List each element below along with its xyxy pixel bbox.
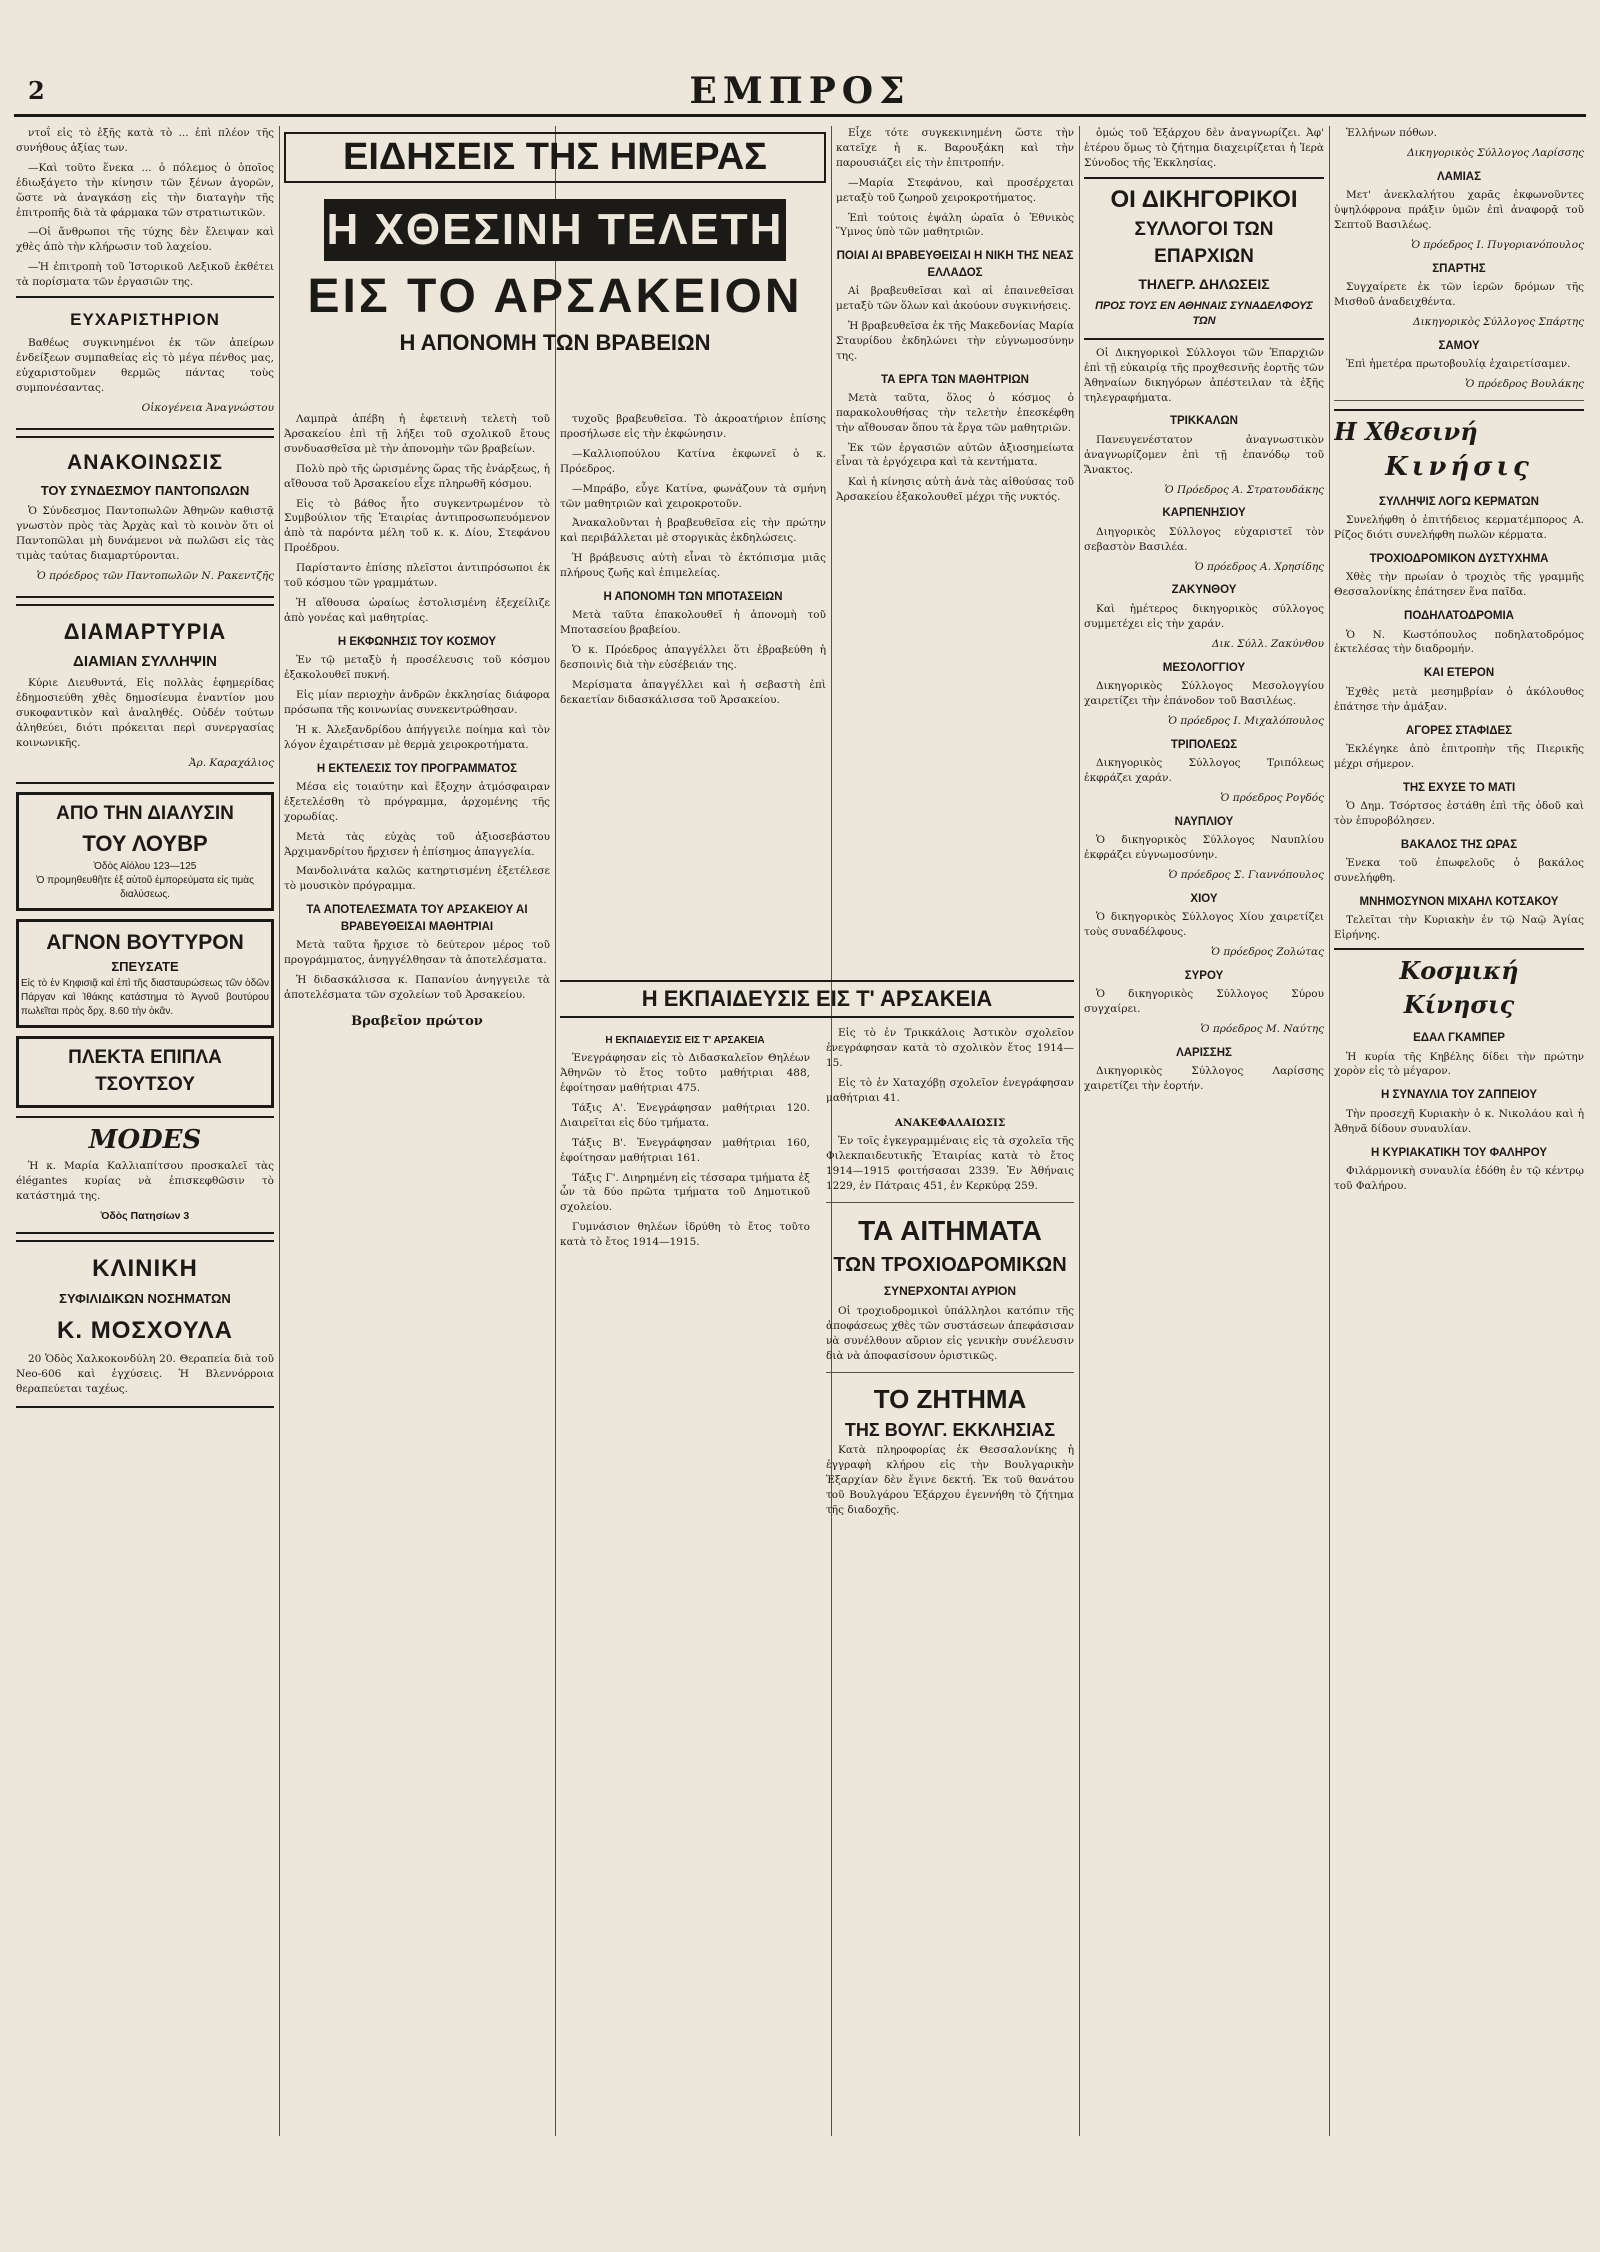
education-paragraph: Τάξις Γ'. Διηρημένη εἰς τέσσαρα τμήματα ἐξ ὧν τὰ δύο πρῶτα τμήματα τοῦ Δημοτικοῦ σχολείου. xyxy=(560,1171,810,1214)
news-item-head: ΒΑΚΑΛΟΣ ΤΗΣ ΩΡΑΣ xyxy=(1400,838,1518,851)
report-paragraph: Πολὺ πρὸ τῆς ὡρισμένης ὥρας τῆς ἐνάρξεως, ἡ αἴθουσα τοῦ Ἀρσακείου εἶχε πληρωθῆ κόσμου. xyxy=(284,462,550,490)
subheading: Η ΑΠΟΝΟΜΗ ΤΩΝ ΜΠΟΤΑΣΕΙΩΝ xyxy=(603,591,783,604)
page-number: 2 xyxy=(28,76,45,105)
news-items xyxy=(1334,494,1584,943)
education-paragraph: Εἰς τὸ ἐν Τρικκάλοις Ἀστικὸν σχολεῖον ἐνεγράφησαν κατὰ τὸ σχολικὸν ἔτος 1914—15. xyxy=(826,1027,1074,1069)
lawyers-header xyxy=(1084,177,1324,340)
news-item-text: Τελεῖται τὴν Κυριακὴν ἐν τῷ Ναῷ Ἁγίας Εἰρήνης. xyxy=(1334,914,1584,942)
modes-text: Ἡ κ. Μαρία Καλλιαπίτσου προσκαλεῖ τὰς élégantes κυρίας νὰ ἐπισκεφθῶσιν τὸ κατάστημά της. xyxy=(16,1159,274,1202)
thanks-signature: Οἰκογένεια Ἀναγνώστου xyxy=(141,401,274,414)
subheading: Η ΕΚΠΑΙΔΕΥΣΙΣ ΕΙΣ Τ' ΑΡΣΑΚΕΙΑ xyxy=(605,1035,765,1046)
telegram-place: ΤΡΙΚΚΑΛΩΝ xyxy=(1169,415,1238,428)
education-paragraph: Τάξις Α'. Ἐνεγράφησαν μαθήτριαι 120. Διαιρεῖται εἰς δύο τμήματα. xyxy=(560,1101,810,1129)
education-paragraph: Ἐν τοῖς ἐγκεγραμμέναις εἰς τὰ σχολεῖα τῆς Φιλεκπαιδευτικῆς Ἑταιρίας κατὰ τὸ ἔτος 1914—1915 φοιτήσασαι 2339. Ἐν Ἀθήναις 1229, ἐν Πάτραις 451, ἐν Κερκύρᾳ 259. xyxy=(826,1135,1074,1193)
subheading: ΤΑ ΕΡΓΑ ΤΩΝ ΜΑΘΗΤΡΙΩΝ xyxy=(881,373,1029,386)
report-paragraph: —Καλλιοπούλου Κατίνα ἐκφωνεῖ ὁ κ. Πρόεδρος. xyxy=(560,447,826,475)
news-item-head: ΚΑΙ ΕΤΕΡΟΝ xyxy=(1423,667,1495,680)
telegram-signature: Δικ. Σύλλ. Ζακύνθου xyxy=(1211,637,1324,650)
news-item-text: Ἐκλέγηκε ἀπὸ ἐπιτροπὴν τῆς Πιερικῆς μέχρι σήμερον. xyxy=(1334,742,1584,770)
telegram-text: Ὁ δικηγορικὸς Σύλλογος Χίου χαιρετίζει τοὺς συναδέλφους. xyxy=(1084,910,1324,938)
report-paragraph: τυχοῦς βραβευθεῖσα. Τὸ ἀκροατήριον ἐπίσης προσήλωσε εἰς τὴν ἐκφώνησιν. xyxy=(560,413,826,440)
column-4 xyxy=(836,126,1074,972)
grocers-notice xyxy=(16,436,274,598)
protest-subtitle: ΔΙΑΜΙΑΝ ΣΥΛΛΗΨΙΝ xyxy=(73,652,217,670)
telegram-place: ΧΙΟΥ xyxy=(1190,892,1218,905)
report-paragraph: Ἐκ τῶν ἐργασιῶν αὐτῶν ἀξιοσημείωτα εἶναι τὰ ἐργόχειρα καὶ τὰ κεντήματα. xyxy=(836,441,1074,469)
report-paragraph: Ἑλλήνων πόθων. xyxy=(1346,127,1437,139)
report-paragraph: ὁμώς τοῦ Ἐξάρχου δὲν ἀναγνωρίζει. Ἀφ' ἑτέρου ὅμως τὸ ζήτημα διαχειρίζεται ἡ Ἱερὰ Σύνοδος τῆς Ἐκκλησίας. xyxy=(1084,127,1324,169)
intro-paragraph: —Ἡ ἐπιτροπὴ τοῦ Ἱστορικοῦ Λεξικοῦ ἐκθέτει τὰ πορίσματα τῶν ἐργασιῶν της. xyxy=(16,261,274,289)
telegram-text: Δικηγορικὸς Σύλλογος Τριπόλεως ἐκφράζει χαράν. xyxy=(1084,756,1324,784)
report-paragraph: Λαμπρὰ ἀπέβη ἡ ἐφετεινὴ τελετὴ τοῦ Ἀρσακείου ἐπὶ τῇ λήξει τοῦ σχολικοῦ ἔτους συνδυασθεῖσα μὲ τὴν ἀπονομὴν τῶν βραβείων. xyxy=(284,413,550,455)
thanks-notice xyxy=(16,296,274,430)
telegram-text: Πανευγενέστατον ἀναγνωστικὸν ἀναγνωρίζομεν ἐπὶ τῇ ἐπανόδῳ τοῦ Ἄνακτος. xyxy=(1084,433,1324,476)
louvre-text: Ὁ προμηθευθῆτε ἐξ αὐτοῦ ἐμπορεύματα εἰς τιμὰς διαλύσεως. xyxy=(36,874,254,901)
headline-1: Η ΧΘΕΣΙΝΗ ΤΕΛΕΤΗ xyxy=(324,199,786,261)
telegram-place: ΣΥΡΟΥ xyxy=(1184,969,1224,982)
social-title: Κοσμική xyxy=(1334,948,1584,988)
education-banner: Η ΕΚΠΑΙΔΕΥΣΙΣ ΕΙΣ Τ' ΑΡΣΑΚΕΙΑ xyxy=(560,980,1074,1018)
news-item-text: Ἐχθὲς μετὰ μεσημβρίαν ὁ ἀκόλουθος ἐπάτησε τὴν ἁμάξαν. xyxy=(1334,685,1584,713)
report-paragraph: Ὁ κ. Πρόεδρος ἀπαγγέλλει ὅτι ἐβραβεύθη ἡ δεσποινὶς διὰ τὴν εὐσέβειάν της. xyxy=(560,644,826,672)
bulgarian-subtitle: ΤΗΣ ΒΟΥΛΓ. ΕΚΚΛΗΣΙΑΣ xyxy=(844,1419,1056,1440)
report-paragraph: Εἰς μίαν περιοχὴν ἀνδρῶν ἐκκλησίας διάφορα πρόσωπα τῆς κοινωνίας συνεκεντρώθησαν. xyxy=(284,688,550,716)
telegram-signature: Ὁ πρόεδρος Α. Χρησίδης xyxy=(1194,560,1324,573)
news-item-head: ΣΥΛΛΗΨΙΣ ΛΟΓΩ ΚΕΡΜΑΤΩΝ xyxy=(1379,495,1539,508)
report-paragraph: Ἐπὶ τούτοις ἐψάλη ὡραῖα ὁ Ἐθνικὸς Ὕμνος ὑπὸ τῶν μαθητριῶν. xyxy=(836,211,1074,239)
telegram-place: ΤΡΙΠΟΛΕΩΣ xyxy=(1170,738,1238,751)
telegram-signature: Ὁ πρόεδρος Ζολώτας xyxy=(1210,945,1324,958)
education-left xyxy=(560,1026,810,1255)
telegram-text: Συγχαίρετε ἐκ τῶν ἱερῶν δρόμων τῆς Μισθοῦ ἀναδειχθέντα. xyxy=(1334,281,1584,308)
thanks-title: ΕΥΧΑΡΙΣΤΗΡΙΟΝ xyxy=(70,310,220,330)
social-items xyxy=(1334,1030,1584,1193)
lawyers-telegrams xyxy=(1084,413,1324,1093)
clinic-title: ΚΛΙΝΙΚΗ xyxy=(92,1254,198,1282)
column-1 xyxy=(16,126,274,2136)
subheading: Η ΕΚΤΕΛΕΣΙΣ ΤΟΥ ΠΡΟΓΡΑΜΜΑΤΟΣ xyxy=(316,762,518,775)
louvre-ad xyxy=(16,792,274,911)
news-item-head: ΠΟΔΗΛΑΤΟΔΡΟΜΙΑ xyxy=(1404,610,1514,623)
news-item-text: Ὁ Δημ. Τσόρτσος ἐστάθη ἐπὶ τῆς ὁδοῦ καὶ τὸν ἐπυροβόλησεν. xyxy=(1334,799,1584,827)
butter-title: ΑΓΝΟΝ ΒΟΥΤΥΡΟΝ xyxy=(46,931,244,955)
notice-subtitle: ΤΟΥ ΣΥΝΔΕΣΜΟΥ ΠΑΝΤΟΠΩΛΩΝ xyxy=(40,482,250,498)
column-rule xyxy=(555,126,556,2136)
subheading: ΤΑ ΑΠΟΤΕΛΕΣΜΑΤΑ ΤΟΥ ΑΡΣΑΚΕΙΟΥ ΑΙ ΒΡΑΒΕΥΘΕΙΣΑΙ ΜΑΘΗΤΡΙΑΙ xyxy=(306,904,528,933)
protest-letter xyxy=(16,604,274,785)
report-paragraph: Ἡ διδασκάλισσα κ. Παπανίου ἀνηγγειλε τὰ ἀποτελέσματα τῶν σχολείων τοῦ Ἀρσακείου. xyxy=(284,973,550,1001)
report-paragraph: Ἡ βράβευσις αὐτὴ εἶναι τὸ ἐκτόπισμα μιᾶς πλήρους ζωῆς καὶ ἐπιμελείας. xyxy=(560,552,826,580)
education-paragraph: Εἰς τὸ ἐν Χαταχόβῃ σχολεῖον ἐνεγράφησαν μαθήτριαι 41. xyxy=(826,1076,1074,1104)
education-right xyxy=(826,1026,1074,1523)
social-item-text: Φιλάρμονικὴ συναυλία ἐδόθη ἐν τῷ κέντρῳ τοῦ Φαλήρου. xyxy=(1334,1164,1584,1192)
subheading: ΠΟΙΑΙ ΑΙ ΒΡΑΒΕΥΘΕΙΣΑΙ Η ΝΙΚΗ ΤΗΣ ΝΕΑΣ ΕΛΛΑΔΟΣ xyxy=(836,250,1074,279)
report-paragraph: Μετὰ ταῦτα ἐπακολουθεῖ ἡ ἀπονομὴ τοῦ Μποτασείου βραβείου. xyxy=(560,609,826,637)
education-paragraph: Ἐνεγράφησαν εἰς τὸ Διδασκαλεῖον Θηλέων Ἀθηνῶν τὸ ἔτος τοῦτο μαθήτριαι 488, ἐφοίτησαν μαθήτριαι 475. xyxy=(560,1052,810,1094)
notice-text: Ὁ Σύνδεσμος Παντοπωλῶν Ἀθηνῶν καθιστᾷ γνωστὸν πρὸς τὰς Ἀρχὰς καὶ τὸ κοινὸν ὅτι οἱ Παντοπῶλαι μὴ δυνάμενοι νὰ πωλῶσι εἰς τὰς τιμὰς ταύτας διαμαρτύρονται. xyxy=(16,504,274,562)
telegram-signature: Ὁ πρόεδρος Σ. Γιαννόπουλος xyxy=(1168,868,1324,881)
column-rule xyxy=(1079,126,1080,2136)
tram-subtitle: ΤΩΝ ΤΡΟΧΙΟΔΡΟΜΙΚΩΝ xyxy=(833,1253,1067,1276)
tram-text: Οἱ τροχιοδρομικοὶ ὑπάλληλοι κατόπιν τῆς ἀποφάσεως χθὲς τῶν συστάσεων ἀπεφάσισαν νὰ συνέλθουν αὔριον εἰς γενικὴν συνέλευσιν διὰ νὰ ἀποφασίσουν ὁριστικῶς. xyxy=(826,1305,1074,1362)
news-item-head: ΑΓΟΡΕΣ ΣΤΑΦΙΔΕΣ xyxy=(1405,724,1513,737)
telegram-place: ΝΑΥΠΛΙΟΥ xyxy=(1174,815,1234,828)
news-item-head: ΤΡΟΧΙΟΔΡΟΜΙΚΟΝ ΔΥΣΤΥΧΗΜΑ xyxy=(1369,553,1549,566)
lawyers-title: ΟΙ ΔΙΚΗΓΟΡΙΚΟΙ xyxy=(1110,185,1298,213)
telegram-place: ΣΠΑΡΤΗΣ xyxy=(1432,262,1486,275)
report-paragraph: Παρίσταντο ἐπίσης πλεῖστοι ἀντιπρόσωποι ἐκ τοῦ κόσμου τῶν γραμμάτων. xyxy=(284,562,550,590)
thanks-text: Βαθέως συγκινημένοι ἐκ τῶν ἀπείρων ἐνδείξεων συμπαθείας εἰς τὸ μέγα πένθος μας, εὐχαριστοῦμεν θερμῶς πάντας τοὺς συμπονέσαντας. xyxy=(16,337,274,394)
news-item-text: Συνελήφθη ὁ ἐπιτήδειος κερματέμπορος Α. Ρίζος διότι συνελήφθη πωλῶν κέρματα. xyxy=(1334,514,1584,542)
news-item-head: ΤΗΣ ΕΧΥΣΕ ΤΟ ΜΑΤΙ xyxy=(1402,781,1516,794)
telegram-signature: Ὁ πρόεδρος Ι. Μιχαλόπουλος xyxy=(1167,714,1324,727)
report-paragraph: Μανδολινάτα καλῶς κατηρτισμένη ἐξετέλεσε τὸ μουσικὸν πρόγραμμα. xyxy=(284,865,550,893)
report-paragraph: —Μπράβο, εὖγε Κατίνα, φωνάζουν τὰ σμήνη τῶν μαθητριῶν καὶ χειροκροτοῦν. xyxy=(560,482,826,510)
subheading: Βραβεῖον πρώτον xyxy=(351,1013,483,1029)
report-paragraph: Αἱ βραβευθεῖσαι καὶ αἱ ἐπαινεθεῖσαι μεταξὺ τῶν ὅλων καὶ ἀκούουν συγκινήσεις. xyxy=(836,285,1074,312)
social-item-head: Η ΚΥΡΙΑΚΑΤΙΚΗ ΤΟΥ ΦΑΛΗΡΟΥ xyxy=(1370,1146,1547,1159)
report-paragraph: Ἀνακαλοῦνται ἡ βραβευθεῖσα εἰς τὴν πρώτην καὶ περιβάλλεται μὲ στοργικὰς ἐκδηλώσεις. xyxy=(560,517,826,545)
butter-ad xyxy=(16,919,274,1028)
protest-title: ΔΙΑΜΑΡΤΥΡΙΑ xyxy=(63,618,227,644)
protest-text: Κύριε Διευθυντά, Εἰς πολλὰς ἐφημερίδας ἐδημοσιεύθη χθὲς δημοσίευμα ἐναντίον μου συκοφαντικὸν καὶ ἀναληθές. Οὐδέν τούτων ἀληθεύει, διότι πρόκειται περὶ συνεργασίας κοινωνικῆς. xyxy=(16,677,274,749)
masthead xyxy=(14,70,1586,117)
telegram-signature: Ὁ πρόεδρος Βουλάκης xyxy=(1465,378,1584,391)
clinic-ad xyxy=(16,1240,274,1408)
education-section xyxy=(560,980,1074,2136)
telegram-signature: Ὁ πρόεδρος Μ. Ναύτης xyxy=(1200,1022,1324,1035)
report-paragraph: Ἡ βραβευθεῖσα ἐκ τῆς Μακεδονίας Μαρία Σταυρίδου ἐκδηλώνει τὴν εὐγνωμοσύνην της. xyxy=(836,319,1074,362)
news-item-head: ΜΝΗΜΟΣΥΝΟΝ ΜΙΧΑΗΛ ΚΟΤΣΑΚΟΥ xyxy=(1359,895,1559,908)
telegram-text: Μετ' ἀνεκλαλήτου χαρᾶς ἐκφωνοῦντες ὑψηλόφρονα πράξιν ὑμῶν ἐπὶ ἀναφορᾷ τοῦ Σεπτοῦ Βασιλέως. xyxy=(1334,189,1584,231)
lawyers-text: Οἱ Δικηγορικοὶ Σύλλογοι τῶν Ἐπαρχιῶν ἐπὶ τῇ εὐκαιρίᾳ τῆς προχθεσινῆς ἑορτῆς τῶν Ἀθηναίων δικηγόρων ἀπέστειλαν τὰ ἑξῆς τηλεγραφήματα. xyxy=(1084,346,1324,404)
column-6 xyxy=(1334,126,1584,2136)
notice-title: ΑΝΑΚΟΙΝΩΣΙΣ xyxy=(67,450,223,474)
telegram-text: Ἐπὶ ἡμετέρα πρωτοβουλίᾳ ἐχαιρετίσαμεν. xyxy=(1346,358,1571,371)
louvre-title: ΑΠΟ ΤΗΝ ΔΙΑΛΥΣΙΝ xyxy=(56,803,234,825)
telegram-signature: Δικηγορικὸς Σύλλογος Λαρίσσης xyxy=(1407,146,1584,159)
louvre-address: Ὁδὸς Αἰόλου 123—125 xyxy=(93,860,197,872)
telegram-place: ΛΑΡΙΣΣΗΣ xyxy=(1176,1046,1232,1059)
divider xyxy=(826,1202,1074,1203)
modes-ad xyxy=(16,1116,274,1234)
education-paragraph: Γυμνάσιον θηλέων ἱδρύθη τὸ ἔτος τοῦτο κατὰ τὸ ἔτος 1914—1915. xyxy=(560,1221,810,1249)
report-paragraph: Καὶ ἡ κίνησις αὐτὴ ἀνὰ τὰς αἰθούσας τοῦ Ἀρσακείου ἐξακολουθεῖ μέχρι τῆς νυκτός. xyxy=(836,476,1074,504)
telegram-signature: Ὁ Πρόεδρος Α. Στρατουδάκης xyxy=(1164,483,1324,496)
report-paragraph: Ἡ αἴθουσα ὡραίως ἐστολισμένη ἐξεχείλιζε ἀπὸ γονέας καὶ μαθητρίας. xyxy=(284,596,550,624)
telegram-text: Ὁ δικηγορικὸς Σύλλογος Σύρου συγχαίρει. xyxy=(1084,988,1324,1015)
section-banner: ΕΙΔΗΣΕΙΣ ΤΗΣ ΗΜΕΡΑΣ xyxy=(284,132,826,183)
report-paragraph: Μετὰ ταῦτα, ὅλος ὁ κόσμος ὁ παρακολουθήσας τὴν τελετὴν ἐπεσκέφθη τὴν αἴθουσαν ὅπου τὰ ἔργα τῶν μαθητριῶν. xyxy=(836,391,1074,434)
report-paragraph: Μέσα εἰς τοιαύτην καὶ ἔξοχην ἀτμόσφαιραν ἐξετελέσθη τὸ πρόγραμμα, ἀρχομένης τῆς χορωδίας. xyxy=(284,780,550,823)
notice-signature: Ὁ πρόεδρος τῶν Παντοπωλῶν Ν. Ρακεντζῆς xyxy=(36,569,274,582)
protest-signature: Ἀρ. Καραχάλιος xyxy=(188,756,274,769)
bulgarian-title: ΤΟ ΖΗΤΗΜΑ xyxy=(873,1383,1027,1414)
subheading: ΑΝΑΚΕΦΑΛΑΙΩΣΙΣ xyxy=(894,1116,1006,1129)
telegram-text: Διηγορικὸς Σύλλογος εὐχαριστεῖ τὸν σεβαστὸν Βασιλέα. xyxy=(1084,525,1324,553)
telegram-text: Δικηγορικὸς Σύλλογος Λαρίσσης χαιρετίζει τὴν ἑορτήν. xyxy=(1084,1065,1324,1092)
telegram-place: ΜΕΣΟΛΟΓΓΙΟΥ xyxy=(1162,661,1246,674)
lawyers-subtitle-2: ΤΗΛΕΓΡ. ΔΗΛΩΣΕΙΣ xyxy=(1138,275,1270,292)
divider xyxy=(826,1372,1074,1373)
intro-paragraph: ντοΐ εἰς τὸ ἑξῆς κατὰ τὸ ... ἐπὶ πλέον τῆς συνήθους ἀξίας των. xyxy=(16,127,274,154)
telegram-text: Ὁ δικηγορικὸς Σύλλογος Ναυπλίου ἐκφράζει εὐγνωμοσύνην. xyxy=(1084,833,1324,861)
telegram-place: ΖΑΚΥΝΘΟΥ xyxy=(1171,584,1237,597)
column-rule xyxy=(279,126,280,2136)
news-item-text: Ὁ Ν. Κωστόπουλος ποδηλατοδρόμος ἐκτελέσας τὴν διαδρομήν. xyxy=(1334,628,1584,656)
social-item-head: ΕΔΑΛ ΓΚΑΜΠΕΡ xyxy=(1413,1032,1505,1045)
tram-subtitle-2: ΣΥΝΕΡΧΟΝΤΑΙ ΑΥΡΙΟΝ xyxy=(883,1284,1017,1299)
butter-text: Εἰς τὸ ἐν Κηφισιᾷ καὶ ἐπὶ τῆς διασταυρώσεως τῶν ὁδῶν Πάργαν καὶ Ἰθάκης κατάστημα τὸ Ἀγνοῦ βουτύρου πωλεῖται πρὸς δρχ. 8.60 τὴν ὀκᾶν. xyxy=(21,977,269,1017)
modes-title: MODES xyxy=(88,1125,202,1156)
education-paragraph: Τάξις Β'. Ἐνεγράφησαν μαθήτριαι 160, ἐφοίτησαν μαθήτριαι 161. xyxy=(560,1136,810,1164)
intro-paragraph: —Καὶ τοῦτο ἕνεκα ... ὁ πόλεμος ὁ ὁποῖος ἐδιωξάγετο τὴν κίνησιν τῶν ξένων ἀγορῶν, ὥστε νὰ ἀναγκάσῃ εἰς τὴν διαταγὴν τῆς ἐπιτροπῆς διὰ τὰ φάρμακα τῶν στρατιωτικῶν. xyxy=(16,161,274,219)
report-paragraph: —Μαρία Στεφάνου, καὶ προσέρχεται μεταξὺ τοῦ ζωηροῦ χειροκροτήματος. xyxy=(836,176,1074,204)
report-paragraph: Μετὰ τὰς εὐχὰς τοῦ ἀξιοσεβάστου Ἀρχιμανδρίτου ἤρχισεν ἡ ἐπίσημος ἀπαγγελία. xyxy=(284,830,550,858)
report-paragraph: Μετὰ ταῦτα ἤρχισε τὸ δεύτερον μέρος τοῦ προγράμματος, ἀνηγγέλθησαν τὰ ἀποτελέσματα. xyxy=(284,938,550,966)
telegram-signature: Ὁ πρόεδρος Ρογδός xyxy=(1220,791,1324,804)
tsoutsos-ad: ΠΛΕΚΤΑ ΕΠΙΠΛΑ ΤΣΟΥΤΣΟΥ xyxy=(16,1036,274,1108)
subheading: Η ΕΚΦΩΝΗΣΙΣ ΤΟΥ ΚΟΣΜΟΥ xyxy=(337,635,497,648)
telegram-place: ΚΑΡΠΕΝΗΣΙΟΥ xyxy=(1162,507,1246,520)
headline-subtitle: Η ΑΠΟΝΟΜΗ ΤΩΝ ΒΡΑΒΕΙΩΝ xyxy=(399,330,711,355)
headline-2: ΕΙΣ ΤΟ ΑΡΣΑΚΕΙΟΝ xyxy=(307,270,803,323)
report-paragraph: Εἰς τὸ βάθος ἦτο συγκεντρωμένον τὸ Συμβούλιον τῆς Ἑταιρίας ἀντιπροσωπευόμενον ἀπὸ τὰ παρόντα μέλη τοῦ κ. κ. Δίου, Στεφάνου Προέδρου. xyxy=(284,497,550,555)
intro-paragraph: —Οἱ ἄνθρωποι τῆς τύχης δὲν ἔλειψαν καὶ χθὲς ἀπὸ τὴν κλήρωσιν τοῦ λαχείου. xyxy=(16,226,274,254)
lawyers-subtitle-3: ΠΡΟΣ ΤΟΥΣ ΕΝ ΑΘΗΝΑΙΣ ΣΥΝΑΔΕΛΦΟΥΣ ΤΩΝ xyxy=(1095,299,1313,328)
movement-title: Κινήσις xyxy=(1385,452,1533,483)
report-paragraph: Μερίσματα ἀπαγγέλλει καὶ ἡ σεβαστὴ ἐπὶ δεκαετίαν διδασκάλισσα τοῦ Ἀρσακείου. xyxy=(560,679,826,706)
social-title-2: Κίνησις xyxy=(1403,990,1515,1020)
telegram-text: Καὶ ἡμέτερος δικηγορικὸς σύλλογος συμμετέχει εἰς τὴν χαράν. xyxy=(1084,602,1324,630)
news-headline-block xyxy=(284,126,826,406)
social-item-head: Η ΣΥΝΑΥΛΙΑ ΤΟΥ ΖΑΠΠΕΙΟΥ xyxy=(1380,1089,1538,1102)
news-item-text: Χθὲς τὴν πρωίαν ὁ τροχιὸς τῆς γραμμῆς Θεσσαλονίκης ἐπάτησεν ἕνα παῖδα. xyxy=(1334,571,1584,599)
column-5 xyxy=(1084,126,1324,2136)
tram-title: ΤΑ ΑΙΤΗΜΑΤΑ xyxy=(858,1215,1042,1247)
news-item-text: Ἐνεκα τοῦ ἐπωφελοῦς ὁ βακάλος συνελήφθη. xyxy=(1334,857,1584,885)
telegram-text: Δικηγορικὸς Σύλλογος Μεσολογγίου χαιρετίζει τὴν ἐπάνοδον τοῦ Βασιλέως. xyxy=(1084,679,1324,707)
telegram-signature: Ὁ πρόεδρος Ι. Πυγοριανόπουλος xyxy=(1411,238,1584,251)
telegram-place: ΛΑΜΙΑΣ xyxy=(1437,170,1481,183)
column-3 xyxy=(560,412,826,972)
lawyers-subtitle: ΣΥΛΛΟΓΟΙ ΤΩΝ ΕΠΑΡΧΙΩΝ xyxy=(1134,218,1274,267)
butter-subtitle: ΣΠΕΥΣΑΤΕ xyxy=(111,959,179,975)
clinic-name: Κ. ΜΟΣΧΟΥΛΑ xyxy=(57,1317,233,1345)
clinic-text: 20 Ὁδὸς Χαλκοκονδύλη 20. Θεραπεία διὰ τοῦ Neo-606 καὶ ἐγχύσεις. Ἡ Βλεννόρροια θεραπεύεται ταχέως. xyxy=(16,1353,274,1395)
social-item-text: Τὴν προσεχῆ Κυριακὴν ὁ κ. Νικολάου καὶ ἡ Ἀθηνᾶ δίδουν συναυλίαν. xyxy=(1334,1107,1584,1135)
yesterday-title: Η Χθεσινή xyxy=(1334,409,1584,449)
more-telegrams xyxy=(1334,169,1584,392)
telegram-signature: Δικηγορικὸς Σύλλογος Σπάρτης xyxy=(1412,315,1584,328)
social-item-text: Ἡ κυρία τῆς Κηβέλης δίδει τὴν πρώτην χορὸν εἰς τὸ μέγαρον. xyxy=(1334,1050,1584,1078)
bulgarian-text: Κατὰ πληροφορίας ἐκ Θεσσαλονίκης ἡ ἐγγραφὴ κλήρου εἰς τὴν Βουλγαρικὴν Ἐξαρχίαν δὲν ἔγινε δεκτή. Ἐκ τοῦ θανάτου τοῦ Βουλγάρου Ἐξάρχου ἐγεννήθη τὸ ζήτημα τῆς διαδοχῆς. xyxy=(826,1444,1074,1516)
clinic-subtitle: ΣΥΦΙΛΙΔΙΚΩΝ ΝΟΣΗΜΑΤΩΝ xyxy=(59,1290,231,1306)
paper-name: ΕΜΠΡΟΣ xyxy=(689,70,911,112)
telegram-place: ΣΑΜΟΥ xyxy=(1438,339,1480,352)
column-2 xyxy=(284,412,550,2136)
divider xyxy=(1334,400,1584,401)
louvre-subtitle: ΤΟΥ ΛΟΥΒΡ xyxy=(82,831,208,857)
report-paragraph: Εἶχε τότε συγκεκινημένη ὥστε τὴν κατεῖχε ἡ κ. Βαρουξάκη καὶ τὴν παρουσιάζει εἰς τὴν ἐπιτροπήν. xyxy=(836,127,1074,169)
column-rule xyxy=(1329,126,1330,2136)
report-paragraph: Ἡ κ. Ἀλεξανδρίδου ἀπήγγειλε ποίημα καὶ τὸν λόγον ἐχαιρέτισαν μὲ θερμὰ χειροκροτήματα. xyxy=(284,723,550,751)
report-paragraph: Ἐν τῷ μεταξὺ ἡ προσέλευσις τοῦ κόσμου ἐξακολουθεῖ πυκνή. xyxy=(284,654,550,682)
modes-address: Ὁδὸς Πατησίων 3 xyxy=(100,1209,190,1222)
